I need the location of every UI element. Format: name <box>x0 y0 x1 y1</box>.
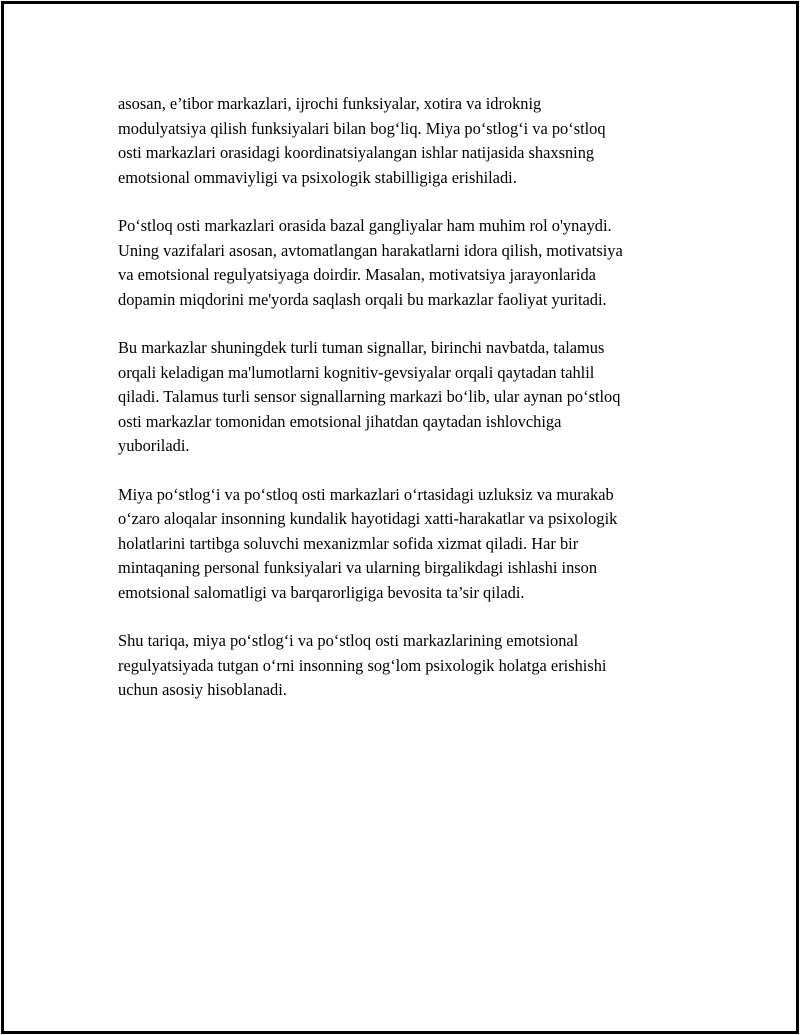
text-line: uchun asosiy hisoblanadi. <box>118 680 287 699</box>
text-line: Bu markazlar shuningdek turli tuman signallar, birinchi navbatda, talamus <box>118 338 605 357</box>
text-line: osti markazlari orasidagi koordinatsiyalangan ishlar natijasida shaxsning <box>118 143 595 162</box>
text-line: Shu tariqa, miya po‘stlog‘i va po‘stloq osti markazlarining emotsional <box>118 631 579 650</box>
text-line: Uning vazifalari asosan, avtomatlangan harakatlarni idora qilish, motivatsiya <box>118 240 623 260</box>
paragraph-1 <box>118 92 708 190</box>
text-line: emotsional ommaviyligi va psixologik stabilligiga erishiladi. <box>118 167 517 187</box>
paragraph-5 <box>118 629 708 703</box>
page-content <box>118 92 708 727</box>
text-line: asosan, e’tibor markazlari, ijrochi funksiyalar, xotira va idroknig <box>118 94 542 113</box>
paragraph-2 <box>118 214 708 312</box>
text-line: modulyatsiya qilish funksiyalari bilan bog‘liq. Miya po‘stlog‘i va po‘stloq <box>118 118 606 138</box>
text-line: mintaqaning personal funksiyalari va ularning birgalikdagi ishlashi inson <box>118 558 598 577</box>
paragraph-4 <box>118 483 708 606</box>
text-line: regulyatsiyada tutgan o‘rni insonning sog‘lom psixologik holatga erishishi <box>118 655 607 675</box>
text-line: Po‘stloq osti markazlari orasida bazal gangliyalar ham muhim rol o'ynaydi. <box>118 216 612 235</box>
paragraph-3 <box>118 336 708 459</box>
text-line: osti markazlar tomonidan emotsional jihatdan qaytadan ishlovchiga <box>118 411 562 431</box>
text-line: o‘zaro aloqalar insonning kundalik hayotidagi xatti-harakatlar va psixologik <box>118 509 618 528</box>
text-line: va emotsional regulyatsiyaga doirdir. Masalan, motivatsiya jarayonlarida <box>118 265 596 284</box>
text-line: qiladi. Talamus turli sensor signallarning markazi bo‘lib, ular aynan po‘stloq <box>118 387 621 406</box>
text-line: orqali keladigan ma'lumotlarni kognitiv-gevsiyalar orqali qaytadan tahlil <box>118 362 595 382</box>
text-line: Miya po‘stlog‘i va po‘stloq osti markazlari o‘rtasidagi uzluksiz va murakab <box>118 484 614 504</box>
text-line: dopamin miqdorini me'yorda saqlash orqali bu markazlar faoliyat yuritadi. <box>118 289 607 309</box>
text-line: holatlarini tartibga soluvchi mexanizmlar sofida xizmat qiladi. Har bir <box>118 533 579 553</box>
text-line: yuboriladi. <box>118 436 190 455</box>
text-line: emotsional salomatligi va barqarorligiga bevosita ta’sir qiladi. <box>118 582 525 602</box>
